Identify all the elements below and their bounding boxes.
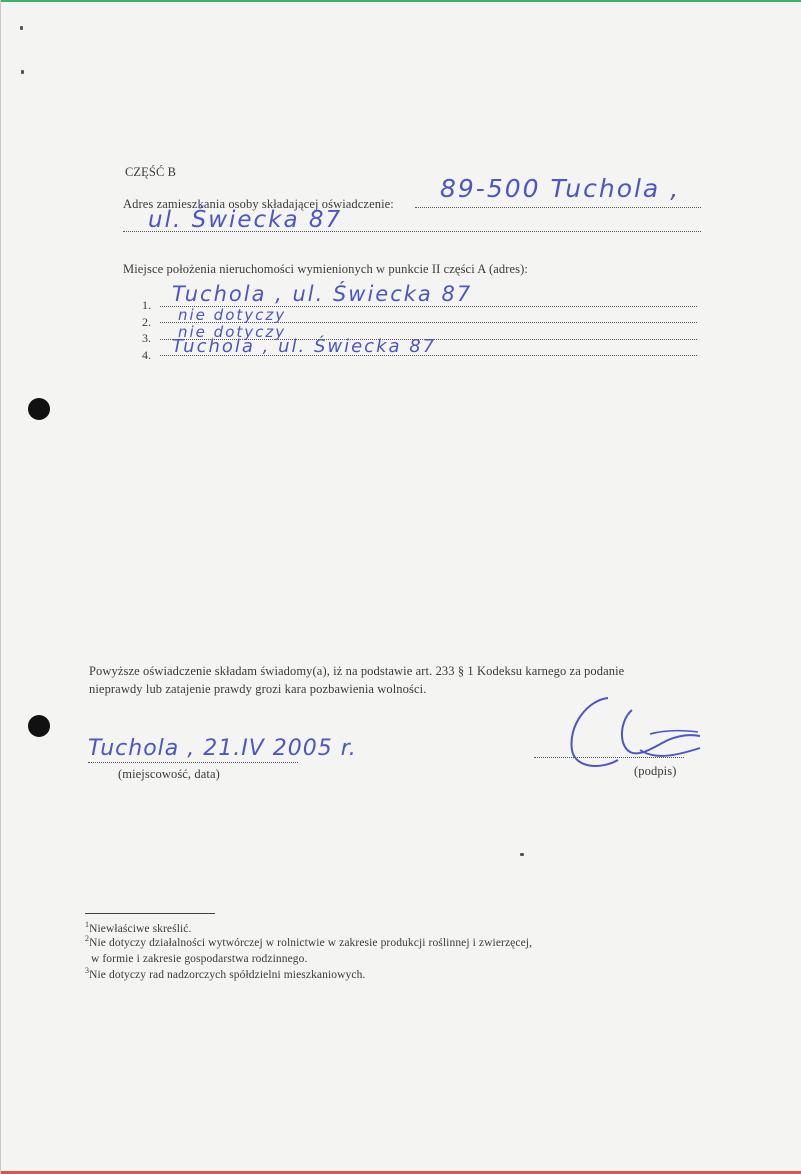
section-heading: CZĘŚĆ B xyxy=(125,165,177,179)
location-value: Tuchola , ul. Świecka 87 xyxy=(172,336,437,357)
location-label: Miejsce położenia nieruchomości wymienionych w punkcie II części A (adres): xyxy=(123,262,528,276)
footnote-2-continued: w formie i zakresie gospodarstwa rodzinnego. xyxy=(91,952,308,965)
place-date-caption: (miejscowość, data) xyxy=(118,767,220,781)
footnote-2: $^2$Nie dotyczy działalności wytwórczej w rolnictwie w zakresie produkcji roślinnej i zwierzęcej, xyxy=(85,934,533,949)
location-number: 3. xyxy=(142,331,151,345)
scan-edge-left xyxy=(0,0,1,1174)
footnote-rule xyxy=(85,913,215,914)
footnote-1: $^1$Niewłaściwe skreślić. xyxy=(85,920,192,935)
location-value: nie dotyczy xyxy=(178,306,287,324)
place-date-handwritten: Tuchola , 21.IV 2005 r. xyxy=(88,736,357,761)
residence-dotted-line xyxy=(415,207,701,208)
location-value: Tuchola , ul. Świecka 87 xyxy=(172,282,473,306)
residence-label: Adres zamieszkania osoby składającej oświadczenie: xyxy=(123,197,394,211)
residence-handwritten-city: 89-500 Tuchola , xyxy=(440,174,681,203)
scan-speck xyxy=(520,853,524,856)
scan-speck xyxy=(20,26,23,30)
location-value: nie dotyczy xyxy=(178,323,287,341)
punch-hole xyxy=(28,715,50,737)
footnote-3: $^3$Nie dotyczy rad nadzorczych spółdzielni mieszkaniowych. xyxy=(85,966,366,981)
scan-edge-top xyxy=(0,0,801,2)
declaration-line-2: nieprawdy lub zatajenie prawdy grozi kara pozbawienia wolności. xyxy=(89,682,427,696)
signature-caption: (podpis) xyxy=(634,764,677,778)
place-date-dotted-line xyxy=(88,762,298,763)
punch-hole xyxy=(28,398,50,420)
scan-speck xyxy=(21,70,24,74)
location-number: 4. xyxy=(142,348,151,362)
location-number: 2. xyxy=(142,315,151,329)
residence-handwritten-street: ul. Świecka 87 xyxy=(148,207,343,233)
declaration-line-1: Powyższe oświadczenie składam świadomy(a), iż na podstawie art. 233 § 1 Kodeksu karnego za podanie xyxy=(89,664,625,678)
location-number: 1. xyxy=(142,298,151,312)
